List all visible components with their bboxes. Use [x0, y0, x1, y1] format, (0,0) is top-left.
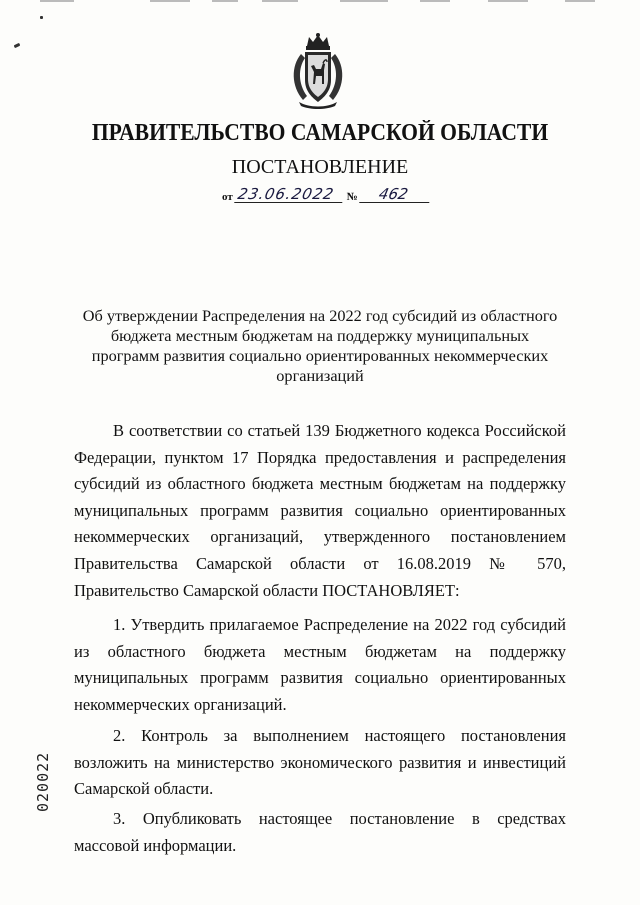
scan-speck [14, 43, 21, 48]
item-2-paragraph [74, 723, 566, 803]
item-1-text: 1. Утвердить прилагаемое Распределение на 2022 год субсидий из областного бюджета местным бюджетам на поддержку муниципальных программ развития социально ориентированных некоммерческих организаций. [74, 615, 566, 714]
side-registration-code: 020022 [34, 751, 52, 812]
scan-artifact [262, 0, 298, 2]
scan-artifact [565, 0, 595, 2]
scan-artifact [40, 0, 74, 2]
handwritten-date: 23.06.2022 [234, 186, 346, 203]
preamble-paragraph [74, 418, 566, 604]
handwritten-number: 462 [359, 186, 433, 203]
item-3-text: 3. Опубликовать настоящее постановление в средствах массовой информации. [74, 809, 566, 855]
item-3-paragraph [74, 806, 566, 859]
scan-artifact [488, 0, 528, 2]
scan-artifact [340, 0, 388, 2]
government-title: ПРАВИТЕЛЬСТВО САМАРСКОЙ ОБЛАСТИ [91, 120, 549, 146]
scan-artifact [150, 0, 190, 2]
document-type: ПОСТАНОВЛЕНИЕ [231, 156, 409, 178]
coat-of-arms-icon [287, 32, 349, 110]
date-prefix: от [222, 191, 233, 203]
document-subject: Об утверждении Распределения на 2022 год субсидий из областного бюджета местным бюджетам на поддержку муниципальных программ развития социально ориентированных некоммерческих организаций [82, 306, 558, 385]
item-1-paragraph [74, 612, 566, 718]
number-prefix: № [346, 191, 358, 203]
date-number-line [222, 186, 431, 212]
preamble-text: В соответствии со статьей 139 Бюджетного кодекса Российской Федерации, пунктом 17 Порядка предоставления и распределения субсидий из областного бюджета местным бюджетам на поддержку муниципальных программ развития социально ориентированных некоммерческих организаций, утвержденного постановлением Правительства Самарской области от 16.08.2019 № 570, Правительство Самарской области ПОСТАНОВЛЯЕТ: [74, 421, 566, 600]
scan-artifact [420, 0, 450, 2]
scan-artifact [212, 0, 238, 2]
scan-speck [40, 16, 43, 19]
item-2-text: 2. Контроль за выполнением настоящего постановления возложить на министерство экономического развития и инвестиций Самарской области. [74, 726, 566, 799]
